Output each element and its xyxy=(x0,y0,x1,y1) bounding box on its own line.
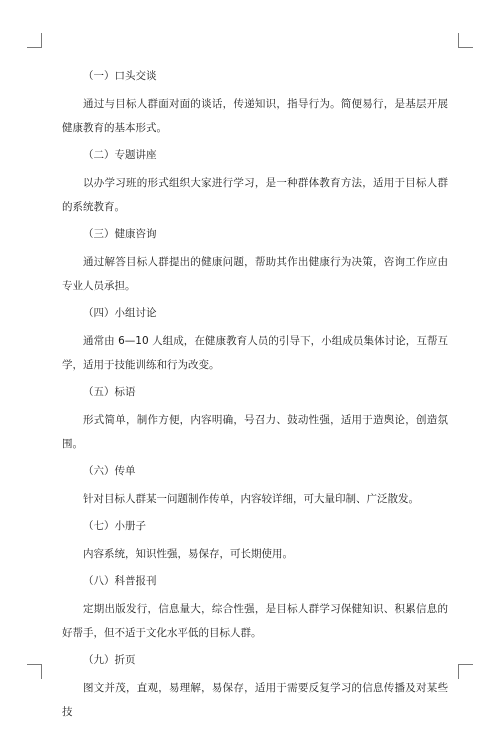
section-heading-8: （八）科普报刊 xyxy=(83,575,157,587)
section-heading-5: （五）标语 xyxy=(83,386,136,398)
document-body xyxy=(62,66,448,729)
section-heading-2: （二）专题讲座 xyxy=(83,149,157,161)
section-body-7: 内容系统，知识性强，易保存，可长期使用。 xyxy=(83,548,293,560)
section-heading-9: （九）折页 xyxy=(83,654,136,666)
section-body-5: 形式简单，制作方便，内容明确，号召力、鼓动性强，适用于造舆论，创造氛围。 xyxy=(62,414,448,450)
crop-mark-bottom-right xyxy=(458,664,473,679)
section-heading-3: （三）健康咨询 xyxy=(83,228,157,240)
crop-mark-bottom-left xyxy=(27,664,42,679)
crop-mark-top-left xyxy=(27,33,42,48)
section-body-4: 通常由 6—10 人组成，在健康教育人员的引导下，小组成员集体讨论，互帮互学，适用于技能训练和行为改变。 xyxy=(62,335,448,371)
crop-mark-top-right xyxy=(458,33,473,48)
section-heading-7: （七）小册子 xyxy=(83,520,146,532)
section-body-9: 图文并茂，直观，易理解，易保存，适用于需要反复学习的信息传播及对某些技 xyxy=(62,682,448,718)
section-heading-6: （六）传单 xyxy=(83,465,136,477)
section-body-6: 针对目标人群某一问题制作传单，内容较详细，可大量印制、广泛散发。 xyxy=(83,493,419,505)
section-body-2: 以办学习班的形式组织大家进行学习，是一种群体教育方法，适用于目标人群的系统教育。 xyxy=(62,177,448,213)
section-heading-4: （四）小组讨论 xyxy=(83,307,157,319)
section-body-1: 通过与目标人群面对面的谈话，传递知识，指导行为。简便易行，是基层开展健康教育的基本形式。 xyxy=(62,98,448,134)
section-body-8: 定期出版发行，信息量大，综合性强，是目标人群学习保健知识、积累信息的好帮手，但不适于文化水平低的目标人群。 xyxy=(62,603,448,639)
section-body-3: 通过解答目标人群提出的健康问题，帮助其作出健康行为决策，咨询工作应由专业人员承担。 xyxy=(62,256,448,292)
section-heading-1: （一）口头交谈 xyxy=(83,70,157,82)
